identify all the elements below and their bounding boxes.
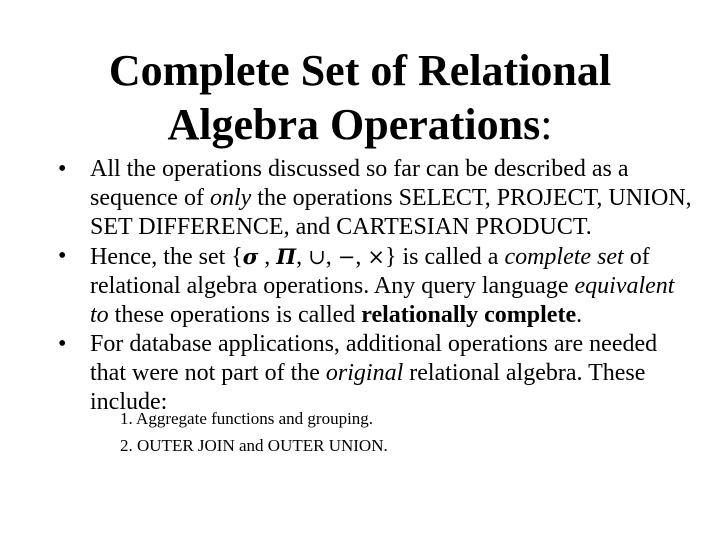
- bullet-list: [58, 155, 698, 417]
- slide-title-colon: :: [540, 100, 553, 149]
- bullet-text: these operations is called: [108, 302, 362, 328]
- sub-list-item: 1. Aggregate functions and grouping.: [120, 409, 374, 428]
- bullet-item-operations-sequence: [58, 155, 698, 242]
- times-symbol: ×: [367, 245, 385, 269]
- pi-symbol: Π: [276, 244, 297, 269]
- set-separator: ,: [296, 244, 309, 270]
- bullet-icon: •: [58, 331, 67, 357]
- bullet-text: Hence, the set {: [90, 244, 243, 270]
- bullet-text: For database applications, additional operations are needed that were not part of the: [90, 331, 658, 386]
- slide-title-line-2: [0, 98, 720, 152]
- bullet-text: relational algebra. These include:: [90, 360, 646, 415]
- bullet-text: All the operations discussed so far can be described as a sequence of: [90, 156, 629, 211]
- sub-list-item: 2. OUTER JOIN and OUTER UNION.: [120, 436, 388, 455]
- slide-title: [0, 44, 720, 152]
- bullet-text: of relational algebra operations. Any query language: [90, 244, 650, 299]
- slide-title-line-2-text: Algebra Operations: [167, 100, 541, 149]
- bullet-text: } is called a: [384, 244, 505, 270]
- set-separator: ,: [325, 244, 338, 270]
- set-separator: ,: [355, 244, 368, 270]
- sigma-symbol: σ: [242, 244, 259, 269]
- bullet-strong: relationally complete: [361, 302, 577, 328]
- bullet-item-additional-operations: [58, 330, 698, 417]
- bullet-emphasis: original: [325, 360, 404, 386]
- union-symbol: ∪: [308, 245, 326, 269]
- bullet-emphasis: only: [209, 185, 252, 211]
- bullet-emphasis: equivalent to: [90, 273, 675, 328]
- sub-list: [120, 405, 388, 459]
- bullet-text: the operations SELECT, PROJECT, UNION, SET DIFFERENCE, and CARTESIAN PRODUCT.: [90, 185, 692, 240]
- minus-symbol: −: [337, 245, 356, 269]
- bullet-item-complete-set: [58, 242, 698, 330]
- bullet-text: .: [576, 302, 583, 328]
- bullet-emphasis: complete set: [504, 244, 624, 270]
- set-separator: ,: [258, 244, 277, 270]
- slide-title-line-1: Complete Set of Relational: [108, 46, 612, 95]
- bullet-icon: •: [58, 243, 67, 269]
- bullet-icon: •: [58, 156, 67, 182]
